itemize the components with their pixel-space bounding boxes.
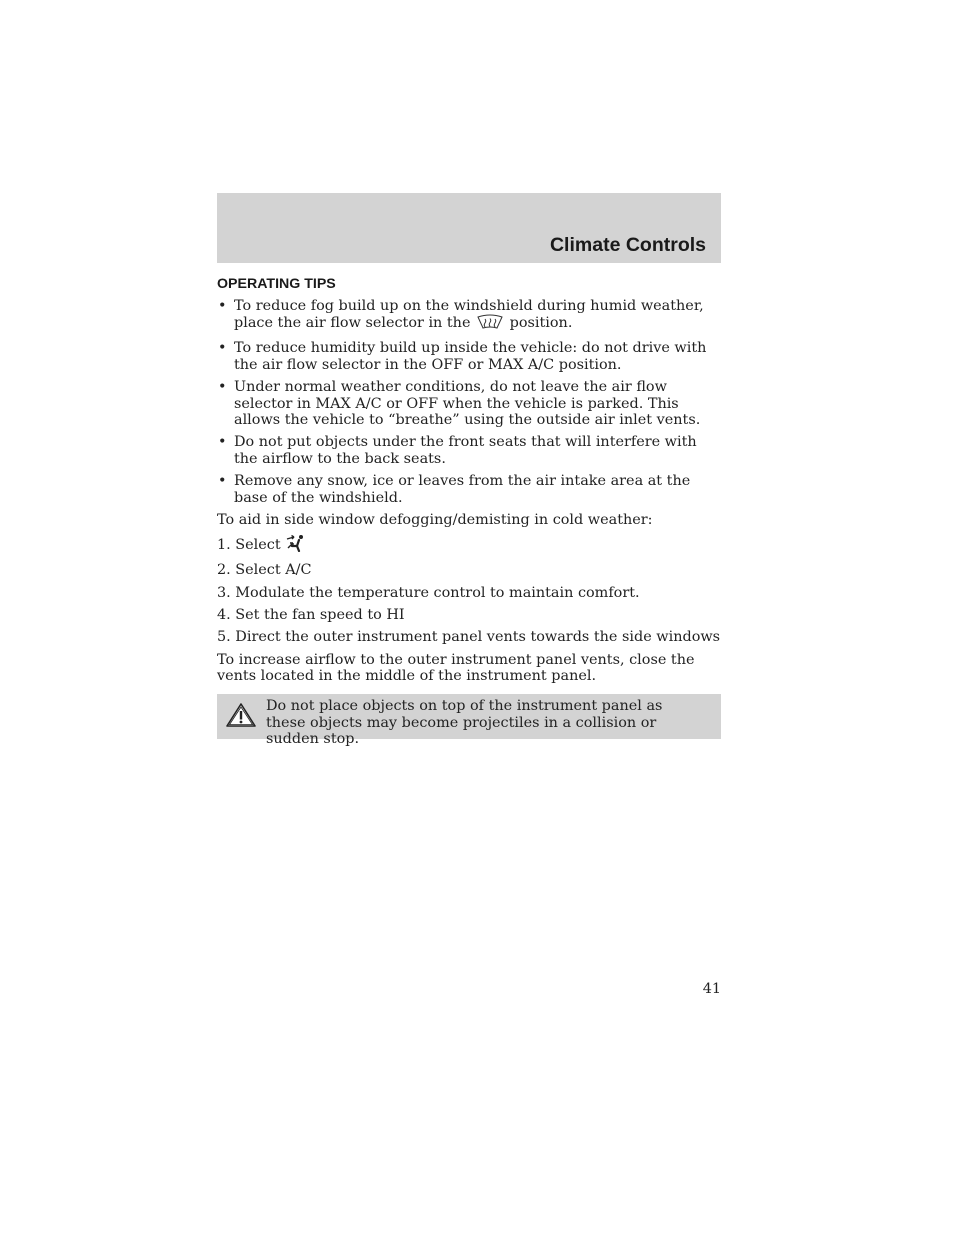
warning-box bbox=[217, 694, 721, 748]
intro-paragraph: To aid in side window defogging/demisting in cold weather: bbox=[217, 511, 653, 528]
step-text: 5. Direct the outer instrument panel vents towards the side windows bbox=[217, 629, 721, 646]
section-heading: OPERATING TIPS bbox=[217, 276, 336, 292]
tip-text: Under normal weather conditions, do not leave the air flow selector in MAX A/C or OFF when the vehicle is parked. This allows the vehicle to “breathe” using the outside air inlet vents. bbox=[234, 378, 701, 429]
list-item bbox=[217, 379, 721, 429]
bullet-icon: • bbox=[218, 472, 227, 489]
tip-text: Do not put objects under the front seats that will interfere with the airflow to the back seats. bbox=[234, 434, 697, 467]
list-item bbox=[217, 562, 721, 579]
step-text: 2. Select A/C bbox=[217, 562, 312, 579]
main-content bbox=[217, 276, 721, 690]
bullet-icon: • bbox=[218, 434, 227, 451]
warning-text: Do not place objects on top of the instrument panel as these objects may become projectiles in a collision or sudden stop. bbox=[266, 698, 663, 748]
step-text: 1. Select bbox=[217, 536, 281, 553]
closing-paragraph: To increase airflow to the outer instrument panel vents, close the vents located in the middle of the instrument panel. bbox=[217, 651, 695, 685]
tip-text: To reduce humidity build up inside the vehicle: do not drive with the air flow selector in the OFF or MAX A/C position. bbox=[234, 340, 707, 373]
tip-text-after: position. bbox=[509, 315, 573, 332]
tip-text: Remove any snow, ice or leaves from the air intake area at the base of the windshield. bbox=[234, 472, 691, 506]
step-text: 4. Set the fan speed to HI bbox=[217, 606, 405, 623]
warning-triangle-icon bbox=[225, 702, 257, 733]
step-text: 3. Modulate the temperature control to maintain comfort. bbox=[217, 584, 640, 601]
list-item bbox=[217, 585, 721, 602]
list-item bbox=[217, 534, 721, 557]
header-band bbox=[217, 193, 721, 263]
defrost-icon bbox=[475, 314, 505, 335]
list-item bbox=[217, 298, 721, 335]
bullet-icon: • bbox=[218, 297, 227, 314]
list-item bbox=[217, 434, 721, 467]
list-item bbox=[217, 607, 721, 624]
list-item bbox=[217, 473, 721, 506]
tip-text-before: To reduce fog build up on the windshield during humid weather, place the air flow selector in the bbox=[234, 297, 704, 332]
list-item bbox=[217, 340, 721, 373]
list-item bbox=[217, 629, 721, 646]
page-number: 41 bbox=[702, 981, 721, 997]
tips-list bbox=[217, 298, 721, 507]
bullet-icon: • bbox=[218, 340, 227, 357]
page-title: Climate Controls bbox=[549, 234, 706, 256]
bullet-icon: • bbox=[218, 378, 227, 395]
steps-list bbox=[217, 534, 721, 646]
floor-defrost-mode-icon bbox=[285, 534, 307, 557]
